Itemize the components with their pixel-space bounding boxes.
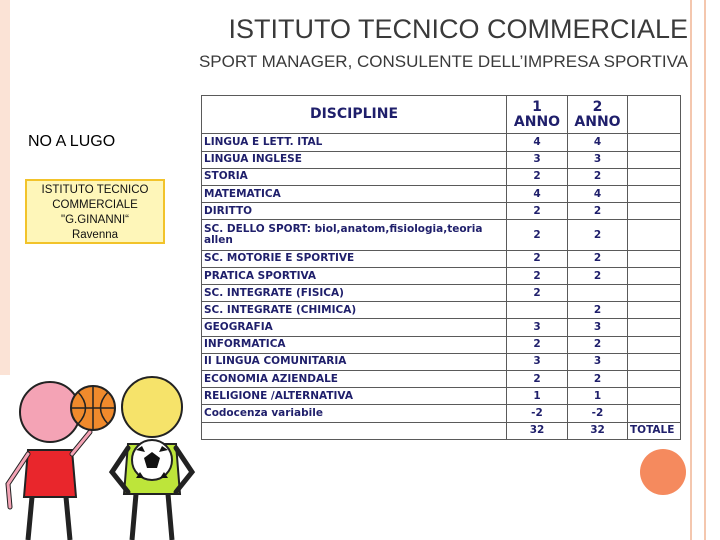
table-row — [202, 388, 681, 405]
school-line-2: COMMERCIALE — [52, 199, 138, 211]
total-empty-cell — [202, 422, 507, 439]
year1-cell: 3 — [507, 151, 568, 168]
year2-cell: 2 — [568, 168, 628, 185]
year1-cell: 2 — [507, 336, 568, 353]
school-line-3: "G.GINANNI“ — [61, 214, 129, 226]
subject-cell: LINGUA E LETT. ITAL — [202, 134, 507, 151]
year2-cell: 2 — [568, 250, 628, 267]
year2-cell: 2 — [568, 302, 628, 319]
year1-cell: 2 — [507, 203, 568, 220]
subject-cell: GEOGRAFIA — [202, 319, 507, 336]
left-kid-shirt — [24, 450, 76, 497]
school-name-box — [25, 179, 165, 244]
table-row — [202, 250, 681, 267]
subject-cell: STORIA — [202, 168, 507, 185]
header-year-2 — [568, 96, 628, 134]
table-row — [202, 134, 681, 151]
subject-cell: DIRITTO — [202, 203, 507, 220]
extra-cell — [628, 371, 681, 388]
year2-cell: 2 — [568, 267, 628, 284]
page-subtitle: SPORT MANAGER, CONSULENTE DELL’IMPRESA SPORTIVA — [198, 52, 688, 71]
subject-cell: RELIGIONE /ALTERNATIVA — [202, 388, 507, 405]
school-line-1: ISTITUTO TECNICO — [41, 184, 149, 196]
year1-cell: 4 — [507, 134, 568, 151]
year2-cell: 2 — [568, 336, 628, 353]
year1-cell: 2 — [507, 168, 568, 185]
table-row — [202, 151, 681, 168]
year2-cell: 4 — [568, 134, 628, 151]
header-year-1 — [507, 96, 568, 134]
disciplines-table-container — [201, 95, 680, 440]
extra-cell — [628, 250, 681, 267]
basketball-lines — [71, 386, 115, 430]
school-line-4: Ravenna — [71, 229, 119, 241]
header-discipline: DISCIPLINE — [202, 96, 507, 134]
header-empty — [628, 96, 681, 134]
extra-cell — [628, 168, 681, 185]
table-row — [202, 267, 681, 284]
subject-cell: SC. INTEGRATE (FISICA) — [202, 285, 507, 302]
extra-cell — [628, 388, 681, 405]
total-year1-cell: 32 — [507, 422, 568, 439]
left-kid-arm-right-fill — [72, 432, 90, 454]
right-kid-head — [122, 377, 182, 437]
year1-cell: 2 — [507, 250, 568, 267]
header-year-1-label: ANNO — [513, 113, 561, 130]
extra-cell — [628, 405, 681, 422]
extra-cell — [628, 203, 681, 220]
year1-cell: -2 — [507, 405, 568, 422]
subject-cell: INFORMATICA — [202, 336, 507, 353]
extra-cell — [628, 151, 681, 168]
page-title: ISTITUTO TECNICO COMMERCIALE — [228, 14, 688, 44]
subject-cell: LINGUA INGLESE — [202, 151, 507, 168]
subject-cell: SC. INTEGRATE (CHIMICA) — [202, 302, 507, 319]
table-row — [202, 220, 681, 250]
right-decor-line — [690, 0, 692, 540]
table-row — [202, 371, 681, 388]
table-row — [202, 405, 681, 422]
table-row — [202, 203, 681, 220]
subject-cell: MATEMATICA — [202, 186, 507, 203]
extra-cell — [628, 220, 681, 250]
year1-cell: 4 — [507, 186, 568, 203]
year1-cell: 2 — [507, 267, 568, 284]
extra-cell — [628, 353, 681, 370]
disciplines-table — [201, 95, 681, 440]
subject-cell: SC. DELLO SPORT: biol,anatom,fisiologia,teoria allen — [202, 220, 507, 250]
table-row — [202, 186, 681, 203]
table-row — [202, 319, 681, 336]
subject-cell: ECONOMIA AZIENDALE — [202, 371, 507, 388]
left-kid-legs — [28, 497, 70, 540]
year1-cell: 3 — [507, 319, 568, 336]
year1-cell: 2 — [507, 371, 568, 388]
year2-cell: 1 — [568, 388, 628, 405]
decor-circle — [640, 449, 686, 495]
table-row — [202, 302, 681, 319]
header-year-2-label: ANNO — [574, 113, 621, 130]
year2-cell: -2 — [568, 405, 628, 422]
extra-cell — [628, 186, 681, 203]
year2-cell: 4 — [568, 186, 628, 203]
year2-cell: 2 — [568, 203, 628, 220]
table-header-row — [202, 96, 681, 134]
year2-cell: 2 — [568, 220, 628, 250]
table-row — [202, 353, 681, 370]
table-row — [202, 285, 681, 302]
year1-cell: 3 — [507, 353, 568, 370]
subject-cell: Codocenza variabile — [202, 405, 507, 422]
header-year-2-number: 2 — [592, 98, 603, 115]
table-row — [202, 168, 681, 185]
year1-cell: 2 — [507, 220, 568, 250]
year2-cell: 2 — [568, 371, 628, 388]
subject-cell: SC. MOTORIE E SPORTIVE — [202, 250, 507, 267]
extra-cell — [628, 319, 681, 336]
extra-cell — [628, 285, 681, 302]
right-kid-legs — [132, 494, 172, 540]
table-row — [202, 336, 681, 353]
kids-with-balls-icon — [0, 372, 200, 540]
total-label-cell: TOTALE — [628, 422, 681, 439]
extra-cell — [628, 134, 681, 151]
location-label: NO A LUGO — [28, 133, 116, 150]
extra-cell — [628, 267, 681, 284]
total-year2-cell: 32 — [568, 422, 628, 439]
subject-cell: II LINGUA COMUNITARIA — [202, 353, 507, 370]
year1-cell — [507, 302, 568, 319]
extra-cell — [628, 302, 681, 319]
year2-cell: 3 — [568, 319, 628, 336]
year2-cell: 3 — [568, 353, 628, 370]
year1-cell: 1 — [507, 388, 568, 405]
subject-cell: PRATICA SPORTIVA — [202, 267, 507, 284]
year1-cell: 2 — [507, 285, 568, 302]
right-decor-line-2 — [704, 0, 706, 540]
table-total-row — [202, 422, 681, 439]
extra-cell — [628, 336, 681, 353]
year2-cell — [568, 285, 628, 302]
year2-cell: 3 — [568, 151, 628, 168]
header-year-1-number: 1 — [532, 98, 542, 115]
